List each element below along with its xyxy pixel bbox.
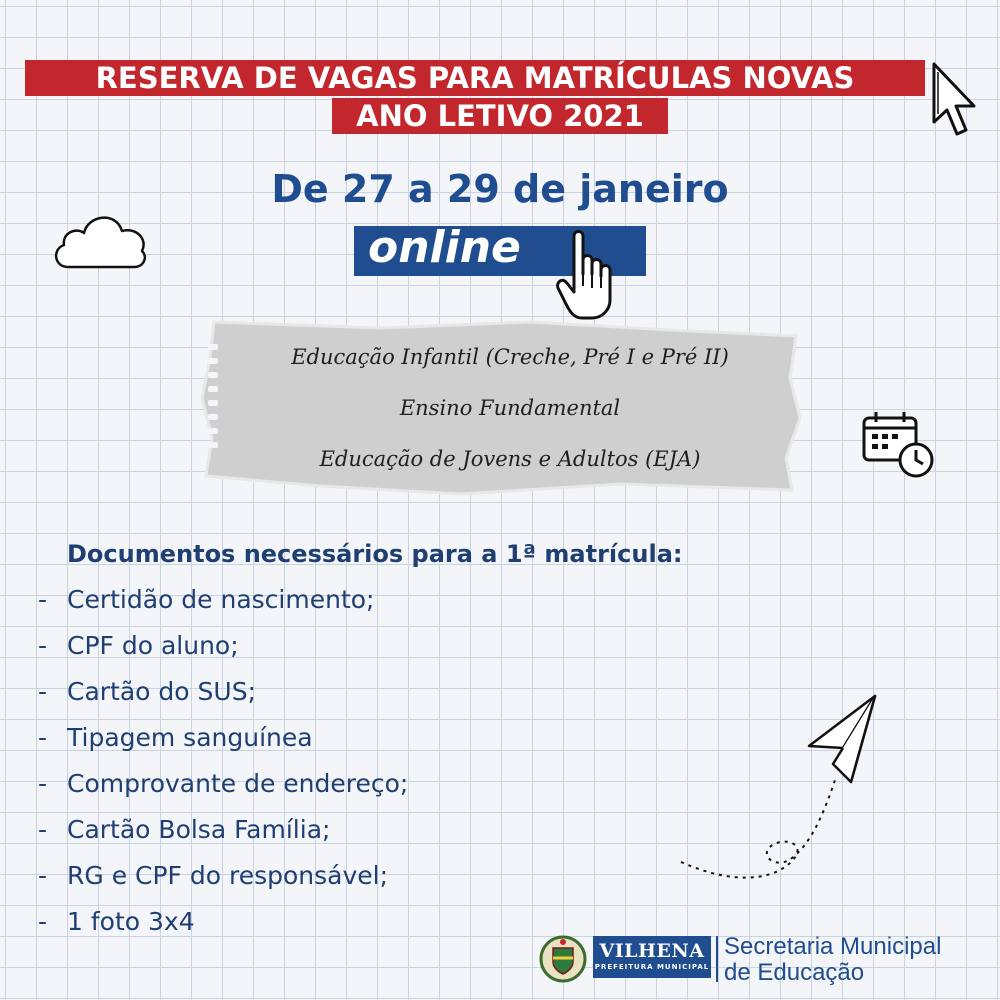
date-range-heading: De 27 a 29 de janeiro <box>271 167 729 211</box>
document-item-text: CPF do aluno; <box>67 631 239 660</box>
list-bullet: - <box>38 815 48 844</box>
vilhena-logo-subtitle: PREFEITURA MUNICIPAL <box>594 963 710 971</box>
document-item-text: 1 foto 3x4 <box>67 907 195 936</box>
banner-title: RESERVA DE VAGAS PARA MATRÍCULAS NOVAS <box>25 60 925 96</box>
list-bullet: - <box>38 677 48 706</box>
list-bullet: - <box>38 631 48 660</box>
list-bullet: - <box>38 769 48 798</box>
hand-pointer-icon <box>556 226 642 326</box>
level-eja: Educação de Jovens e Adultos (EJA) <box>319 447 701 471</box>
cloud-icon <box>50 205 150 271</box>
online-label: online <box>368 222 521 273</box>
list-bullet: - <box>38 723 48 752</box>
document-item-text: Tipagem sanguínea <box>67 723 313 752</box>
department-name-line2: de Educação <box>724 959 865 986</box>
coat-of-arms-icon <box>538 934 588 984</box>
list-bullet: - <box>38 861 48 890</box>
documents-heading: Documentos necessários para a 1ª matrícula: <box>67 540 683 568</box>
vilhena-logo-name: VILHENA <box>599 940 705 962</box>
document-item-text: Comprovante de endereço; <box>67 769 409 798</box>
list-bullet: - <box>38 907 48 936</box>
paper-plane-icon <box>675 690 915 890</box>
banner-year: ANO LETIVO 2021 <box>332 98 668 134</box>
cursor-arrow-icon <box>928 60 984 140</box>
vilhena-logo <box>593 936 711 978</box>
level-infantil: Educação Infantil (Creche, Pré I e Pré II) <box>291 345 729 369</box>
document-item-text: Cartão Bolsa Família; <box>67 815 331 844</box>
calendar-clock-icon <box>860 410 940 480</box>
department-name-line1: Secretaria Municipal <box>724 933 942 960</box>
document-item-text: Certidão de nascimento; <box>67 585 375 614</box>
document-item-text: Cartão do SUS; <box>67 677 256 706</box>
list-bullet: - <box>38 585 48 614</box>
footer-divider <box>716 936 718 982</box>
level-fundamental: Ensino Fundamental <box>399 396 621 420</box>
document-item-text: RG e CPF do responsável; <box>67 861 389 890</box>
